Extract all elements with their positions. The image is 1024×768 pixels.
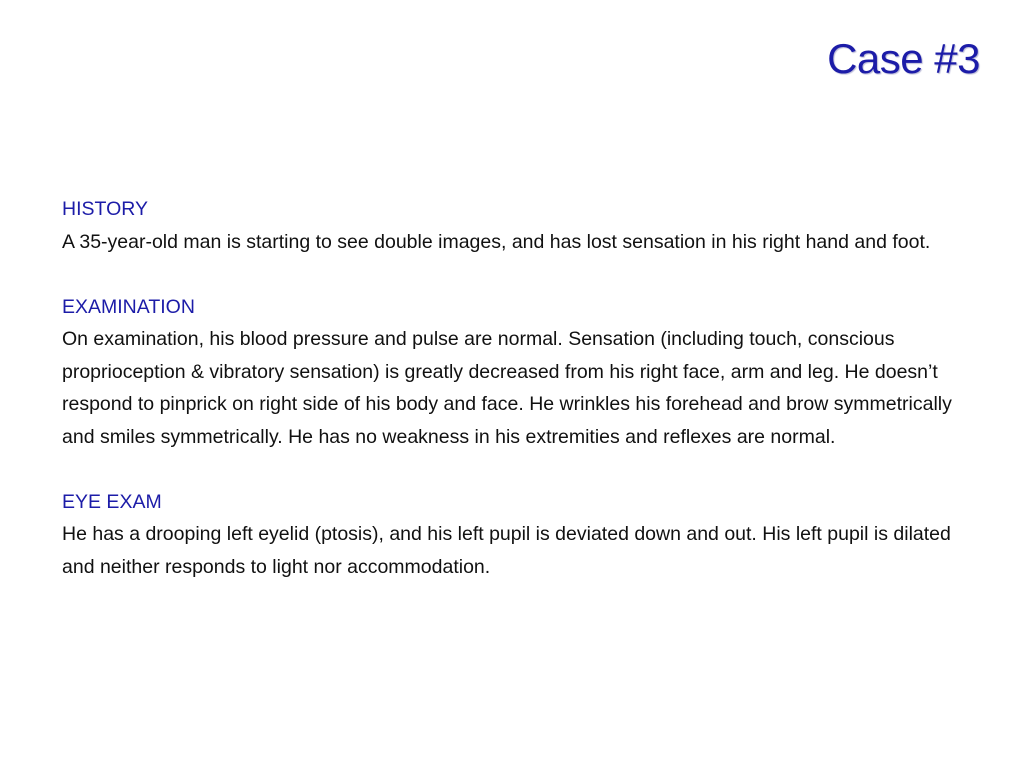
section-history xyxy=(62,193,962,258)
slide-title: Case #3 xyxy=(827,35,980,82)
section-eye-exam xyxy=(62,486,962,584)
section-spacer xyxy=(62,453,962,486)
section-examination xyxy=(62,291,962,454)
section-heading-history: HISTORY xyxy=(62,198,148,220)
section-text-eye-exam: He has a drooping left eyelid (ptosis), and his left pupil is deviated down and out. His left pupil is dilated and neither responds to light nor accommodation. xyxy=(62,523,951,578)
section-spacer xyxy=(62,258,962,291)
slide-body xyxy=(62,193,962,583)
section-heading-eye-exam: EYE EXAM xyxy=(62,490,162,513)
section-heading-examination: EXAMINATION xyxy=(62,295,195,318)
section-text-examination: On examination, his blood pressure and pulse are normal. Sensation (including touch, conscious proprioception & vibratory sensation) is greatly decreased from his right face, arm and leg. He doesn’t respond to pinprick on right side of his body and face. He wrinkles his forehead and brow symmetrically and smiles symmetrically. He has no weakness in his extremities and reflexes are normal. xyxy=(62,328,952,448)
section-text-history: A 35-year-old man is starting to see double images, and has lost sensation in his right hand and foot. xyxy=(62,230,931,253)
